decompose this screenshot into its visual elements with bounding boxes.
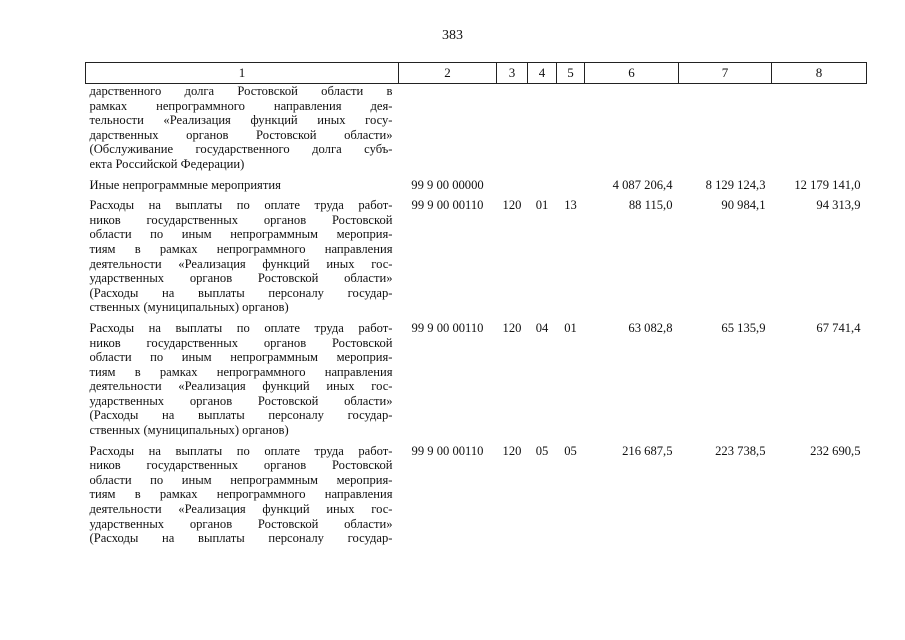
description-line: ударственных органов Ростовской области»: [89, 393, 393, 408]
description-line: деятельности «Реализация функций иных гос-: [89, 502, 393, 517]
description-line: ственных (муниципальных) органов): [89, 423, 289, 438]
row-code: [399, 84, 497, 178]
row-value-8: 67 741,4: [816, 320, 861, 335]
description-line: ников государственных органов Ростовской: [89, 458, 393, 473]
row-col-5: 13: [564, 198, 577, 213]
row-col-4: [528, 178, 557, 199]
row-value-7: 65 135,9: [721, 320, 766, 335]
row-col-3: 120: [502, 198, 522, 213]
row-col-4: 05: [535, 443, 549, 458]
row-col-5: [557, 178, 585, 199]
row-value-8: 94 313,9: [816, 198, 861, 213]
table-row: [86, 321, 867, 444]
description-line: ников государственных органов Ростовской: [89, 335, 393, 350]
row-description: [86, 84, 399, 178]
row-value-7: 90 984,1: [721, 198, 766, 213]
row-col-3: [497, 84, 528, 178]
row-col-4: 01: [535, 198, 549, 213]
table-row: [86, 198, 867, 321]
header-col-1: 1: [86, 63, 399, 84]
row-col-5: 01: [564, 320, 577, 335]
header-col-4: 4: [528, 63, 557, 84]
description-line: тельности «Реализация функций иных госу-: [89, 113, 393, 128]
row-value-7: 8 129 124,3: [705, 177, 766, 192]
description-line: (Расходы на выплаты персоналу государ-: [89, 408, 393, 423]
row-value-8: 12 179 141,0: [794, 177, 861, 192]
row-value-8: 232 690,5: [810, 443, 861, 458]
row-value-6: 88 115,0: [628, 198, 673, 213]
description-line: (Расходы на выплаты персоналу государ-: [89, 285, 393, 300]
row-description: [86, 198, 399, 321]
description-line: деятельности «Реализация функций иных гос-: [89, 256, 393, 271]
row-value-7: [679, 84, 772, 178]
row-code: 99 9 00 00110: [411, 198, 484, 213]
budget-table: [85, 62, 867, 546]
row-value-6: 4 087 206,4: [612, 177, 673, 192]
description-line: тиям в рамках непрограммного направления: [89, 364, 393, 379]
table-row: [86, 84, 867, 178]
row-col-4: 04: [535, 320, 549, 335]
row-description: [86, 178, 399, 199]
header-col-2: 2: [399, 63, 497, 84]
description-line: области по иным непрограммным мероприя-: [89, 472, 393, 487]
row-code: 99 9 00 00110: [411, 320, 484, 335]
description-line: ударственных органов Ростовской области»: [89, 516, 393, 531]
description-line: ников государственных органов Ростовской: [89, 212, 393, 227]
header-col-5: 5: [557, 63, 585, 84]
row-col-3: 120: [502, 320, 522, 335]
description-line: (Обслуживание государственного долга субъ-: [89, 142, 393, 157]
description-line: тиям в рамках непрограммного направления: [89, 241, 393, 256]
row-col-5: [557, 84, 585, 178]
row-value-6: [585, 84, 679, 178]
description-line: дарственного долга Ростовской области в: [89, 84, 393, 98]
table-row: [86, 178, 867, 199]
description-line: (Расходы на выплаты персоналу государ-: [89, 531, 393, 546]
page-number: 383: [442, 28, 463, 43]
description-line: области по иным непрограммным мероприя-: [89, 350, 393, 365]
row-col-3: [497, 178, 528, 199]
description-line: дарственных органов Ростовской области»: [89, 127, 393, 142]
row-description: [86, 444, 399, 546]
row-value-6: 63 082,8: [628, 320, 673, 335]
description-line: ударственных органов Ростовской области»: [89, 271, 393, 286]
description-line: Расходы на выплаты по оплате труда работ-: [89, 198, 393, 213]
description-line: области по иным непрограммным мероприя-: [89, 227, 393, 242]
header-col-6: 6: [585, 63, 679, 84]
row-value-6: 216 687,5: [622, 443, 673, 458]
table-row: [86, 444, 867, 546]
description-line: екта Российской Федерации): [89, 156, 245, 171]
header-col-8: 8: [772, 63, 867, 84]
description-line: тиям в рамках непрограммного направления: [89, 487, 393, 502]
header-row: [86, 63, 867, 84]
description-line: деятельности «Реализация функций иных гос-: [89, 379, 393, 394]
header-col-3: 3: [497, 63, 528, 84]
row-code: 99 9 00 00110: [411, 443, 484, 458]
description-line: ственных (муниципальных) органов): [89, 300, 289, 315]
row-col-4: [528, 84, 557, 178]
description-line: Расходы на выплаты по оплате труда работ-: [89, 320, 393, 335]
header-col-7: 7: [679, 63, 772, 84]
row-col-3: 120: [502, 443, 522, 458]
description-line: Иные непрограммные мероприятия: [89, 177, 281, 192]
row-value-8: [772, 84, 867, 178]
row-value-7: 223 738,5: [715, 443, 766, 458]
row-code: 99 9 00 00000: [411, 177, 484, 192]
row-col-5: 05: [564, 443, 577, 458]
row-description: [86, 321, 399, 444]
description-line: Расходы на выплаты по оплате труда работ-: [89, 443, 393, 458]
description-line: рамках непрограммного направления дея-: [89, 98, 393, 113]
